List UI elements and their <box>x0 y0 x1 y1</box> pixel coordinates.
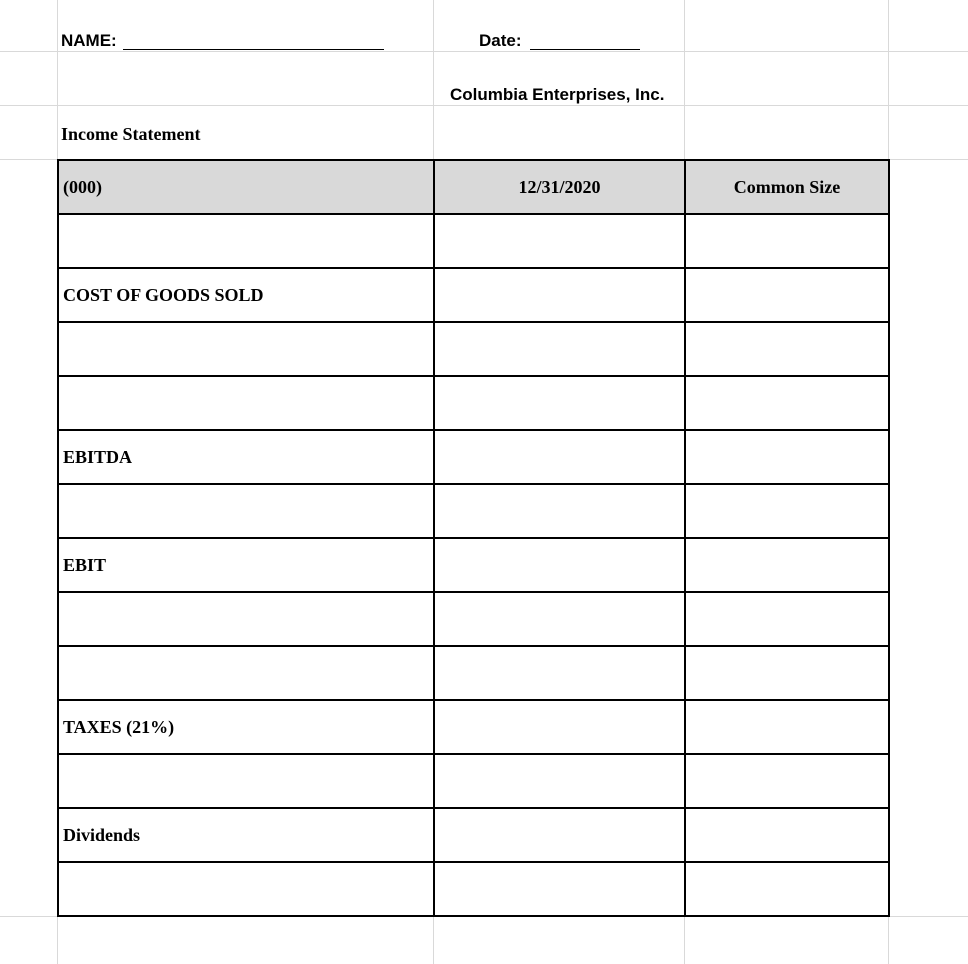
column-header-units: (000) <box>58 160 434 214</box>
date-value-cell[interactable] <box>434 754 685 808</box>
row-label-cell[interactable]: EBIT <box>58 538 434 592</box>
row-label-cell[interactable]: Dividends <box>58 808 434 862</box>
date-value-cell[interactable] <box>434 700 685 754</box>
row-label-cell[interactable] <box>58 592 434 646</box>
common-size-cell[interactable] <box>685 484 889 538</box>
date-value-cell[interactable] <box>434 646 685 700</box>
table-row <box>58 430 889 484</box>
date-value-cell[interactable] <box>434 376 685 430</box>
row-label-cell[interactable]: EBITDA <box>58 430 434 484</box>
table-row <box>58 268 889 322</box>
header-row <box>58 160 889 214</box>
common-size-cell[interactable] <box>685 430 889 484</box>
date-label: Date: <box>479 31 522 50</box>
table-row <box>58 538 889 592</box>
row-label-cell[interactable] <box>58 646 434 700</box>
common-size-cell[interactable] <box>685 646 889 700</box>
common-size-cell[interactable] <box>685 538 889 592</box>
date-value-cell[interactable] <box>434 430 685 484</box>
date-value-cell[interactable] <box>434 592 685 646</box>
row-label-cell[interactable] <box>58 754 434 808</box>
common-size-cell[interactable] <box>685 862 889 916</box>
column-header-date: 12/31/2020 <box>434 160 685 214</box>
date-value-cell[interactable] <box>434 862 685 916</box>
common-size-cell[interactable] <box>685 808 889 862</box>
row-label-cell[interactable] <box>58 214 434 268</box>
row-label-cell[interactable] <box>58 376 434 430</box>
statement-title: Income Statement <box>61 124 201 144</box>
common-size-cell[interactable] <box>685 268 889 322</box>
row-label-cell[interactable]: TAXES (21%) <box>58 700 434 754</box>
column-header-common-size: Common Size <box>685 160 889 214</box>
table-row <box>58 862 889 916</box>
common-size-cell[interactable] <box>685 376 889 430</box>
date-value-cell[interactable] <box>434 808 685 862</box>
common-size-cell[interactable] <box>685 214 889 268</box>
table-row <box>58 808 889 862</box>
row-label-cell[interactable]: COST OF GOODS SOLD <box>58 268 434 322</box>
table-row <box>58 322 889 376</box>
row-label-cell[interactable] <box>58 862 434 916</box>
common-size-cell[interactable] <box>685 754 889 808</box>
common-size-cell[interactable] <box>685 700 889 754</box>
date-value-cell[interactable] <box>434 538 685 592</box>
table-row <box>58 700 889 754</box>
common-size-cell[interactable] <box>685 592 889 646</box>
table-row <box>58 754 889 808</box>
name-label: NAME: <box>61 31 117 50</box>
company-name: Columbia Enterprises, Inc. <box>450 85 665 104</box>
income-statement-table <box>57 159 890 917</box>
row-label-cell[interactable] <box>58 484 434 538</box>
table-row <box>58 592 889 646</box>
date-value-cell[interactable] <box>434 268 685 322</box>
row-label-cell[interactable] <box>58 322 434 376</box>
table-row <box>58 646 889 700</box>
date-value-cell[interactable] <box>434 484 685 538</box>
common-size-cell[interactable] <box>685 322 889 376</box>
date-value-cell[interactable] <box>434 322 685 376</box>
date-blank[interactable] <box>530 36 640 50</box>
name-blank[interactable] <box>123 36 384 50</box>
date-value-cell[interactable] <box>434 214 685 268</box>
table-row <box>58 484 889 538</box>
table-row <box>58 214 889 268</box>
table-row <box>58 376 889 430</box>
